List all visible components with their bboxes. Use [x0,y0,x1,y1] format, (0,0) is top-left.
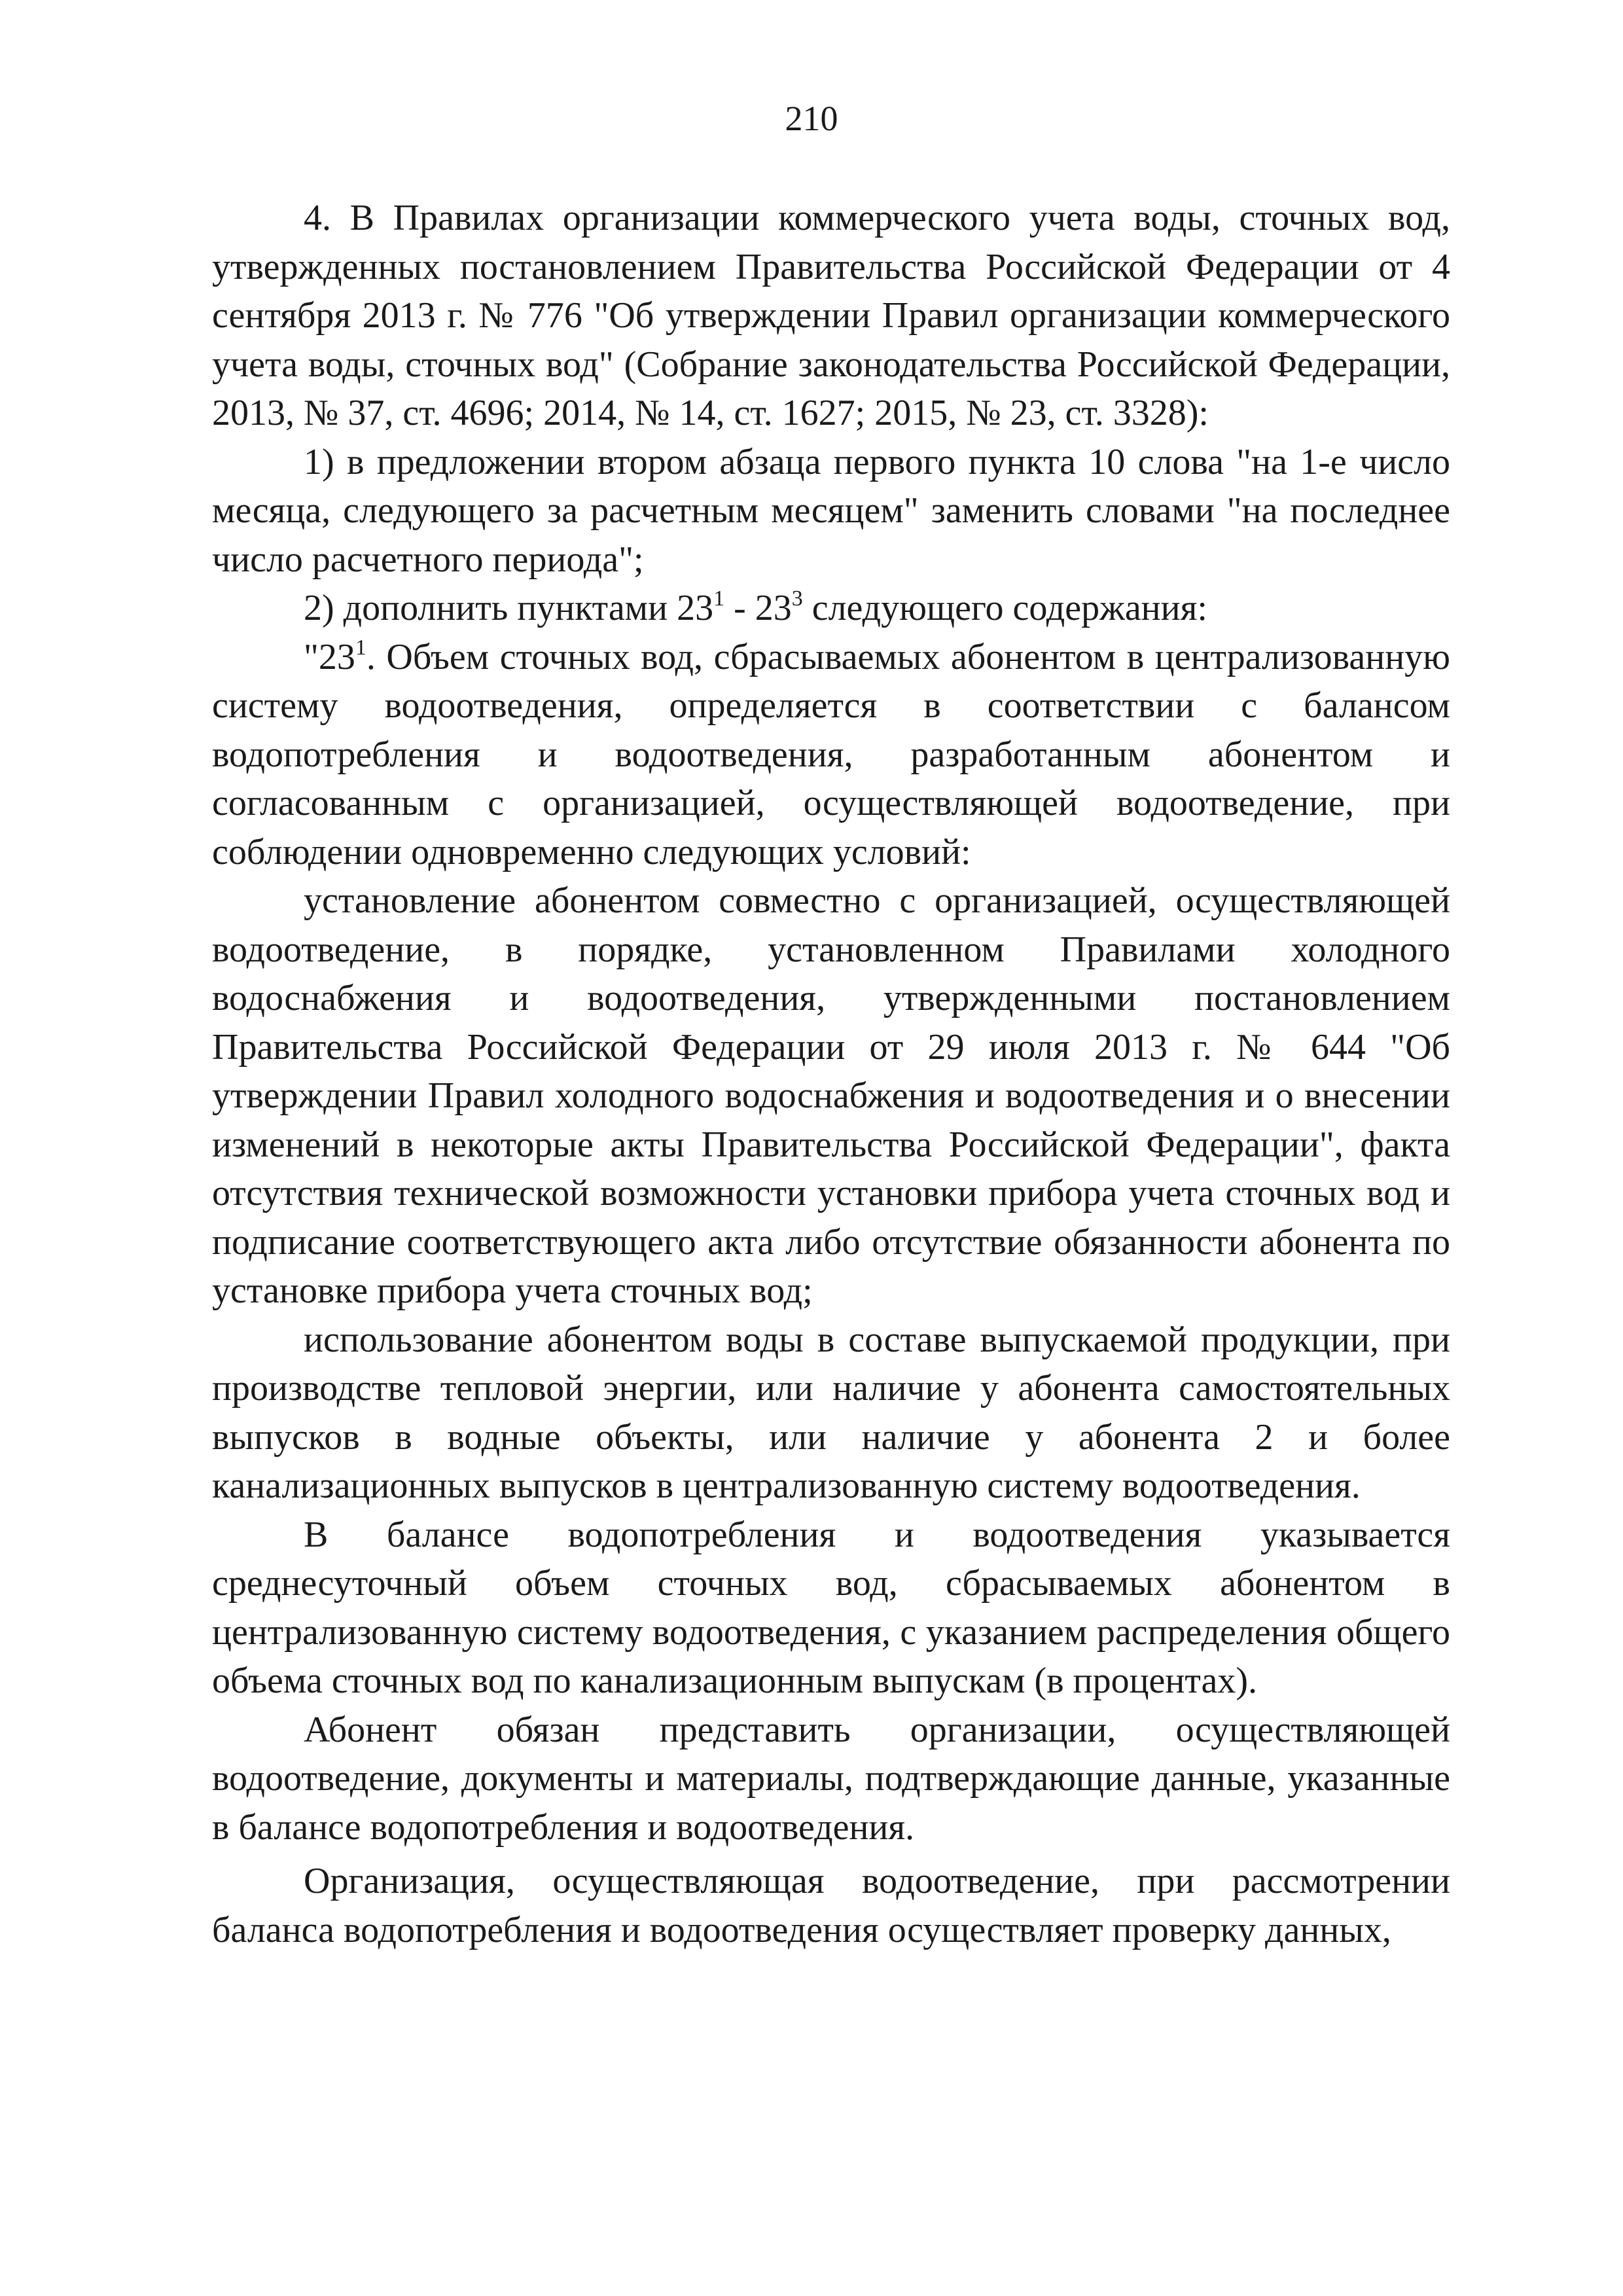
paragraph-condition-2: использование абонентом воды в составе выпускаемой продукции, при производстве тепловой энергии, или наличие у абонента самостоятельных выпусков в водные объекты, или наличие у абонента 2 и более канализационных выпусков в централизованную систему водоотведения. [212,1319,1450,1506]
paragraph-point-23-1 [212,633,1450,877]
paragraph-item-1: 1) в предложении втором абзаца первого пункта 10 слова "на 1-е число месяца, следующего за расчетным месяцем" заменить словами "на последнее число расчетного периода"; [212,441,1450,580]
paragraph-condition-1: установление абонентом совместно с организацией, осуществляющей водоотведение, в порядке, установленном Правилами холодного водоснабжения и водоотведения, утвержденными постановлением Правительства Российской Федерации от 29 июля 2013 г. № 644 "Об утверждении Правил холодного водоснабжения и водоотведения и о внесении изменений в некоторые акты Правительства Российской Федерации", факта отсутствия технической возможности установки прибора учета сточных вод и подписание соответствующего акта либо отсутствие обязанности абонента по установке прибора учета сточных вод; [212,880,1450,1311]
item-2-suffix: следующего содержания: [802,588,1207,628]
item-2-superscript-3: 3 [791,586,803,611]
point-23-1-superscript: 1 [355,635,366,660]
item-2-superscript-1: 1 [713,586,725,611]
paragraph-amendment-intro: 4. В Правилах организации коммерческого учета воды, сточных вод, утвержденных постановлением Правительства Российской Федерации от 4 сентября 2013 г. № 776 "Об утверждении Правил организации коммерческого учета воды, сточных вод" (Собрание законодательства Российской Федерации, 2013, № 37, ст. 4696; 2014, № 14, ст. 1627; 2015, № 23, ст. 3328): [212,198,1450,433]
item-2-prefix: 2) дополнить пунктами 23 [304,588,714,628]
paragraph-item-2 [212,584,1450,633]
page-number: 210 [785,99,838,138]
point-23-1-text: . Объем сточных вод, сбрасываемых абонентом в централизованную систему водоотведения, определяется в соответствии с балансом водопотребления и водоотведения, разработанным абонентом и согласованным с организацией, осуществляющей водоотведение, при соблюдении одновременно следующих условий: [212,636,1450,872]
paragraph-balance-volume: В балансе водопотребления и водоотведения указывается среднесуточный объем сточных вод, сбрасываемых абонентом в централизованную систему водоотведения, с указанием распределения общего объема сточных вод по канализационным выпускам (в процентах). [212,1514,1450,1701]
document-body [212,194,1450,1954]
paragraph-subscriber-obligation: Абонент обязан представить организации, осуществляющей водоотведение, документы и материалы, подтверждающие данные, указанные в балансе водопотребления и водоотведения. [212,1709,1450,1848]
paragraph-organization-check: Организация, осуществляющая водоотведение, при рассмотрении баланса водопотребления и водоотведения осуществляет проверку данных, [212,1861,1450,1950]
point-23-1-prefix: "23 [304,636,355,677]
item-2-middle: - 23 [724,588,792,628]
